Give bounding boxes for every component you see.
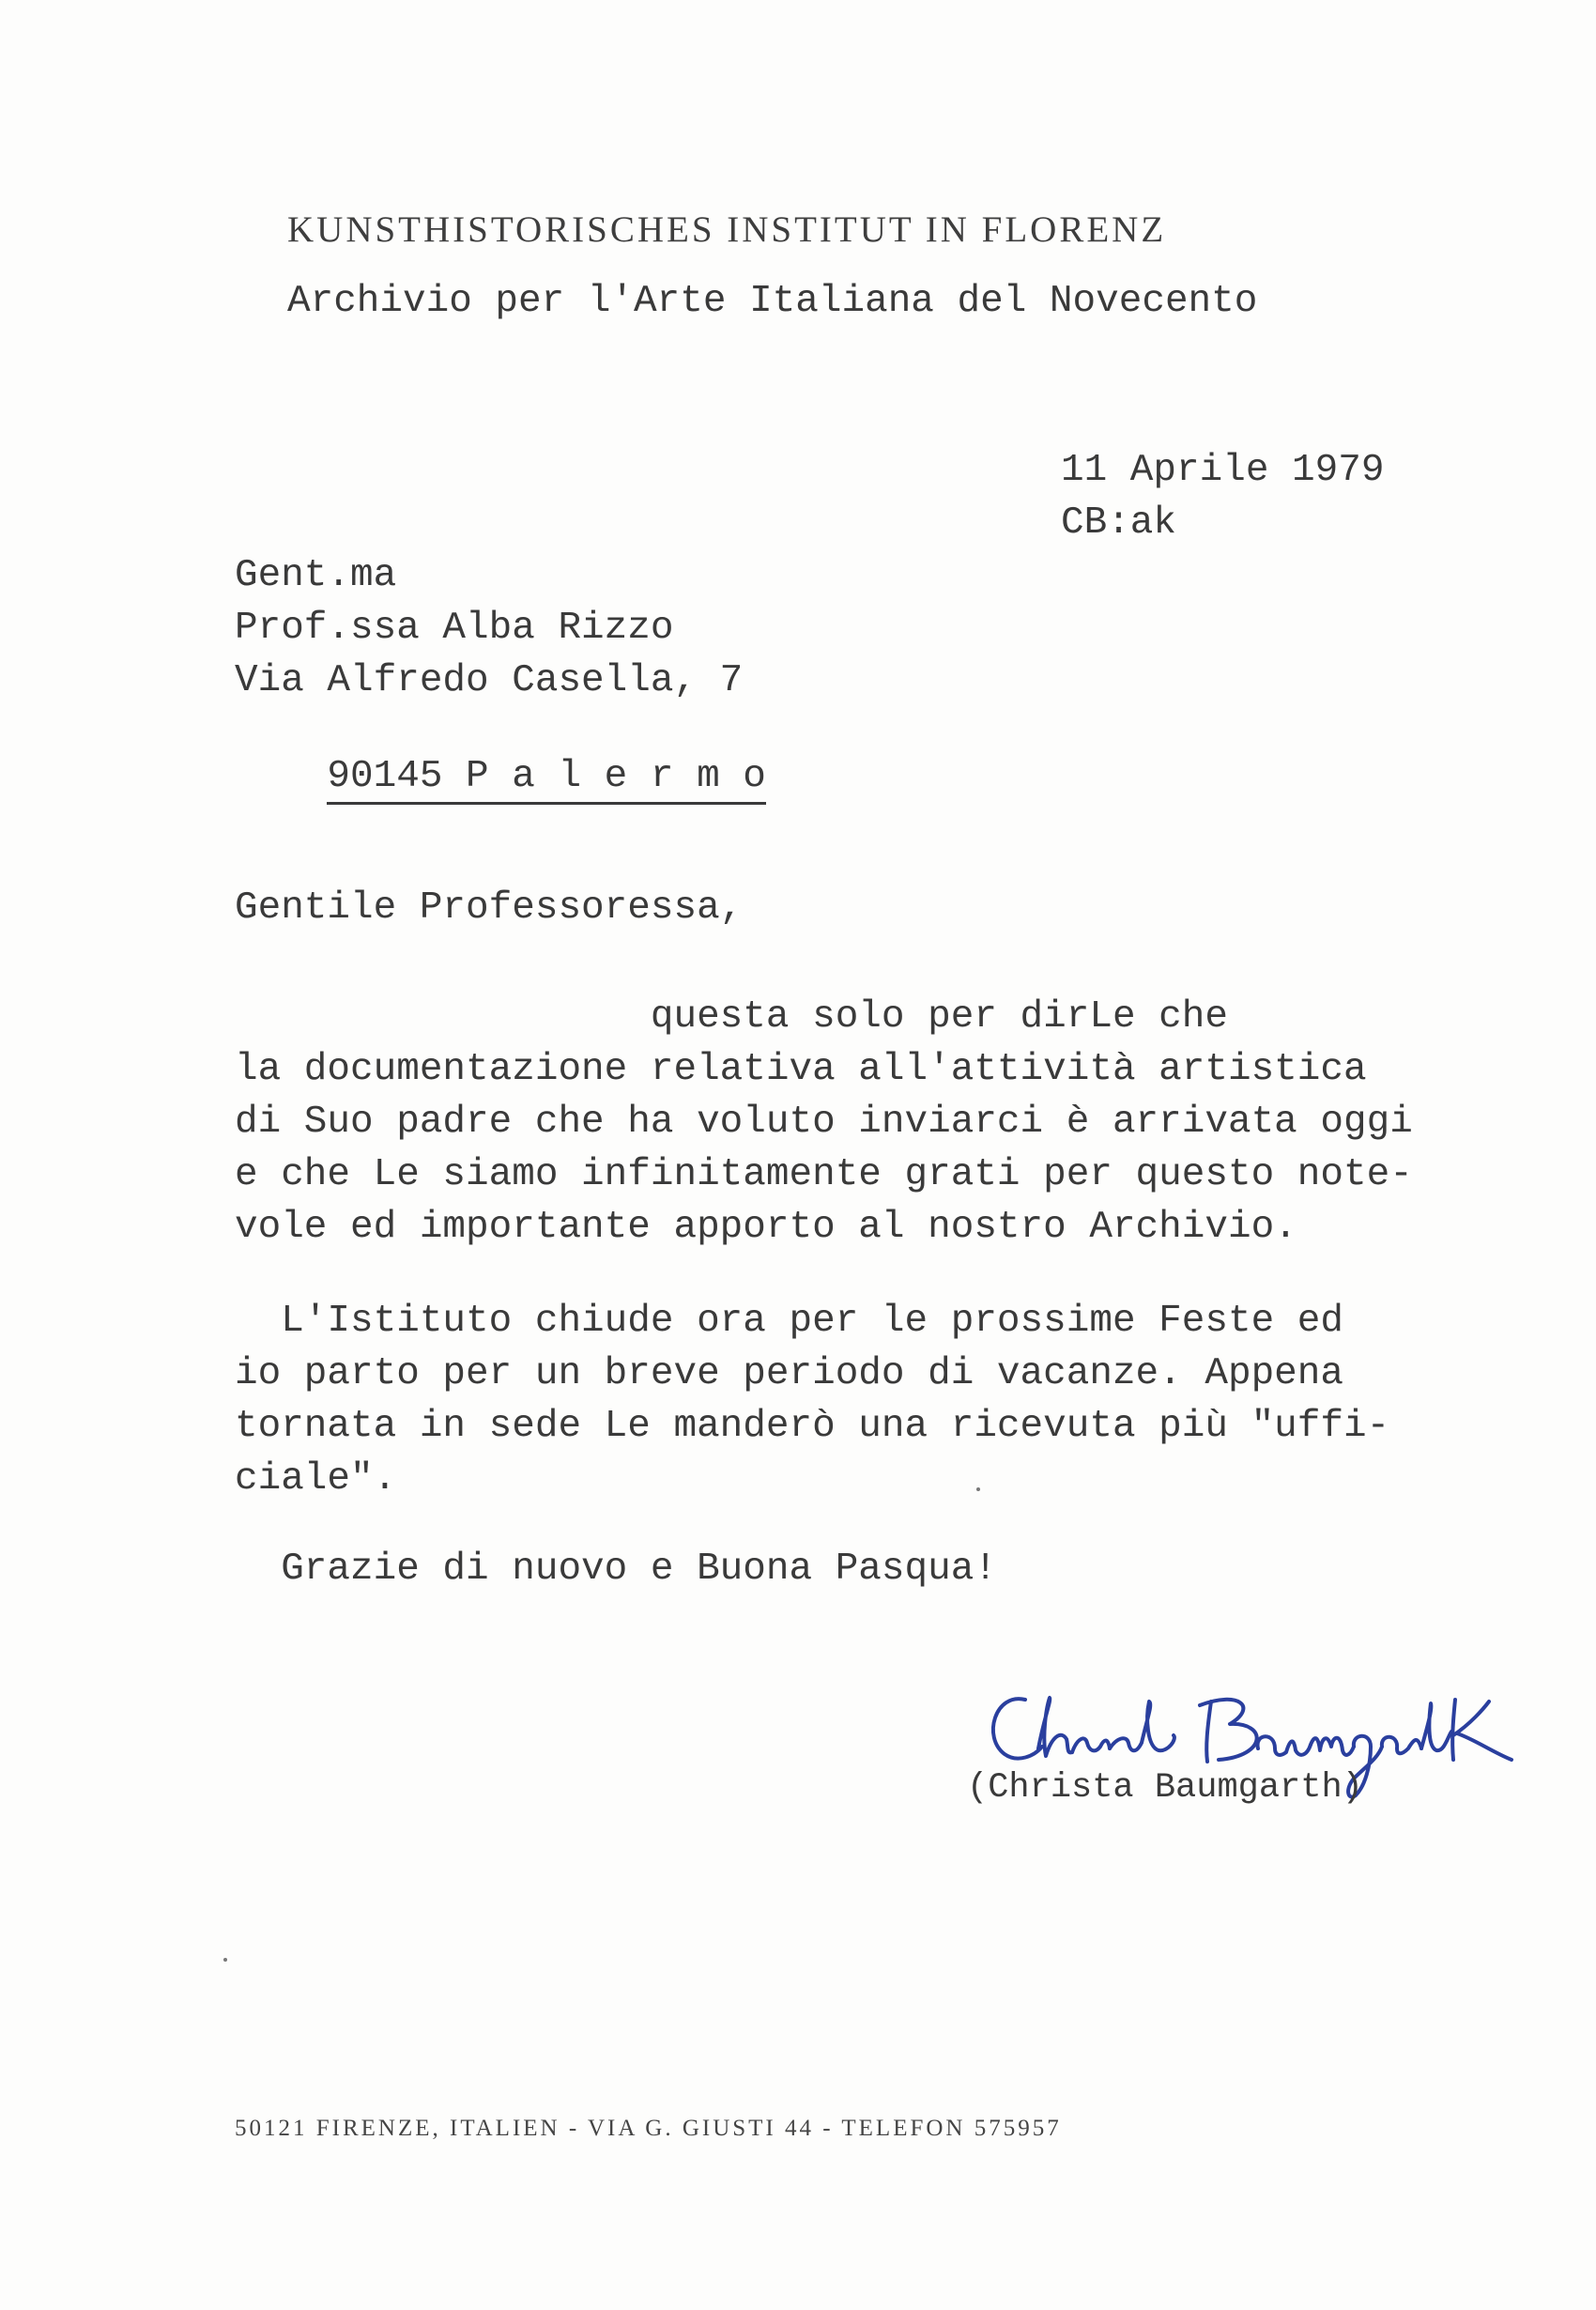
body-line: di Suo padre che ha voluto inviarci è arrivata oggi: [235, 1101, 1413, 1144]
reference-code: CB:ak: [1061, 501, 1177, 545]
letterhead-institute: KUNSTHISTORISCHES INSTITUT IN FLORENZ: [287, 209, 1167, 250]
body-line: vole ed importante apporto al nostro Archivio.: [235, 1206, 1297, 1249]
body-line: tornata in sede Le manderò una ricevuta più "uffi-: [235, 1405, 1390, 1448]
paper-speck: [976, 1487, 980, 1491]
body-line: la documentazione relativa all'attività artistica: [235, 1048, 1367, 1091]
salutation: Gentile Professoressa,: [235, 886, 744, 930]
body-line: e che Le siamo infinitamente grati per questo note-: [235, 1153, 1413, 1196]
body-line: io parto per un breve periodo di vacanze. Appena: [235, 1352, 1343, 1395]
letterhead-archive: Archivio per l'Arte Italiana del Novecento: [287, 280, 1258, 323]
typed-signature-name: (Christa Baumgarth): [967, 1768, 1363, 1808]
recipient-street: Via Alfredo Casella, 7: [235, 659, 744, 702]
body-line: L'Istituto chiude ora per le prossime Feste ed: [235, 1300, 1343, 1343]
recipient-city: 90145 P a l e r m o: [327, 755, 765, 805]
paper-speck: [223, 1958, 227, 1962]
recipient-title: Gent.ma: [235, 554, 397, 597]
recipient-city-block: [235, 712, 766, 841]
letter-date: 11 Aprile 1979: [1061, 449, 1385, 492]
closing-line: Grazie di nuovo e Buona Pasqua!: [235, 1548, 997, 1591]
body-line: questa solo per dirLe che: [235, 995, 1228, 1039]
recipient-name: Prof.ssa Alba Rizzo: [235, 607, 674, 650]
footer-address: 50121 FIRENZE, ITALIEN - VIA G. GIUSTI 44 - TELEFON 575957: [235, 2116, 1062, 2141]
body-line: ciale".: [235, 1457, 397, 1501]
